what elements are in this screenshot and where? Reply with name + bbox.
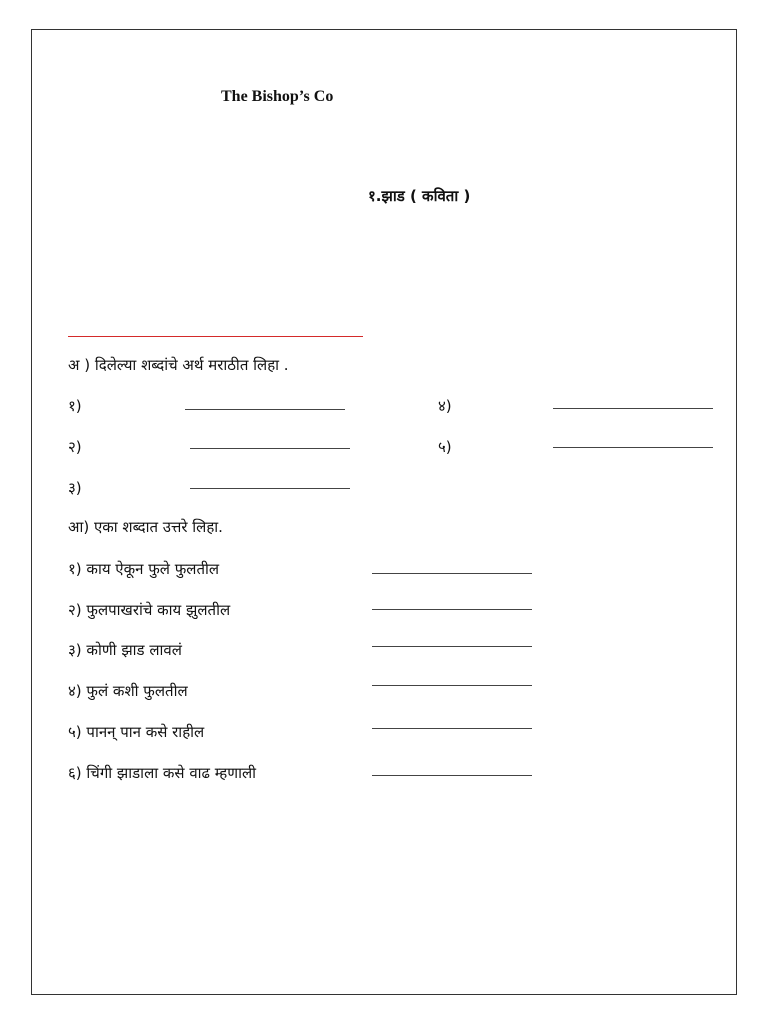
- answer-blank[interactable]: [372, 573, 532, 574]
- answer-blank[interactable]: [553, 408, 713, 409]
- section-a-item-number: २): [68, 438, 82, 456]
- question-text: ५) पानन् पान कसे राहील: [68, 723, 205, 741]
- answer-blank[interactable]: [372, 685, 532, 686]
- answer-blank[interactable]: [190, 448, 350, 449]
- question-text: ४) फुलं कशी फुलतील: [68, 682, 188, 700]
- answer-blank[interactable]: [372, 728, 532, 729]
- answer-blank[interactable]: [372, 775, 532, 776]
- section-a-item-number: ४): [438, 397, 452, 415]
- section-a-heading: अ ) दिलेल्या शब्दांचे अर्थ मराठीत लिहा .: [68, 356, 289, 374]
- question-text: १) काय ऐकून फुले फुलतील: [68, 560, 220, 578]
- section-a-item-number: ३): [68, 479, 82, 497]
- red-divider: [68, 336, 363, 337]
- answer-blank[interactable]: [190, 488, 350, 489]
- question-text: २) फुलपाखरांचे काय झुलतील: [68, 601, 231, 619]
- answer-blank[interactable]: [372, 646, 532, 647]
- section-a-item-number: ५): [438, 438, 452, 456]
- answer-blank[interactable]: [185, 409, 345, 410]
- answer-blank[interactable]: [553, 447, 713, 448]
- worksheet-title: १.झाड ( कविता ): [368, 187, 471, 205]
- school-name: The Bishop’s Co: [221, 88, 334, 105]
- question-text: ६) चिंगी झाडाला कसे वाढ म्हणाली: [68, 764, 257, 782]
- page-border: [31, 29, 737, 995]
- section-b-heading: आ) एका शब्दात उत्तरे लिहा.: [68, 518, 223, 536]
- section-a-item-number: १): [68, 397, 82, 415]
- question-text: ३) कोणी झाड लावलं: [68, 641, 182, 659]
- answer-blank[interactable]: [372, 609, 532, 610]
